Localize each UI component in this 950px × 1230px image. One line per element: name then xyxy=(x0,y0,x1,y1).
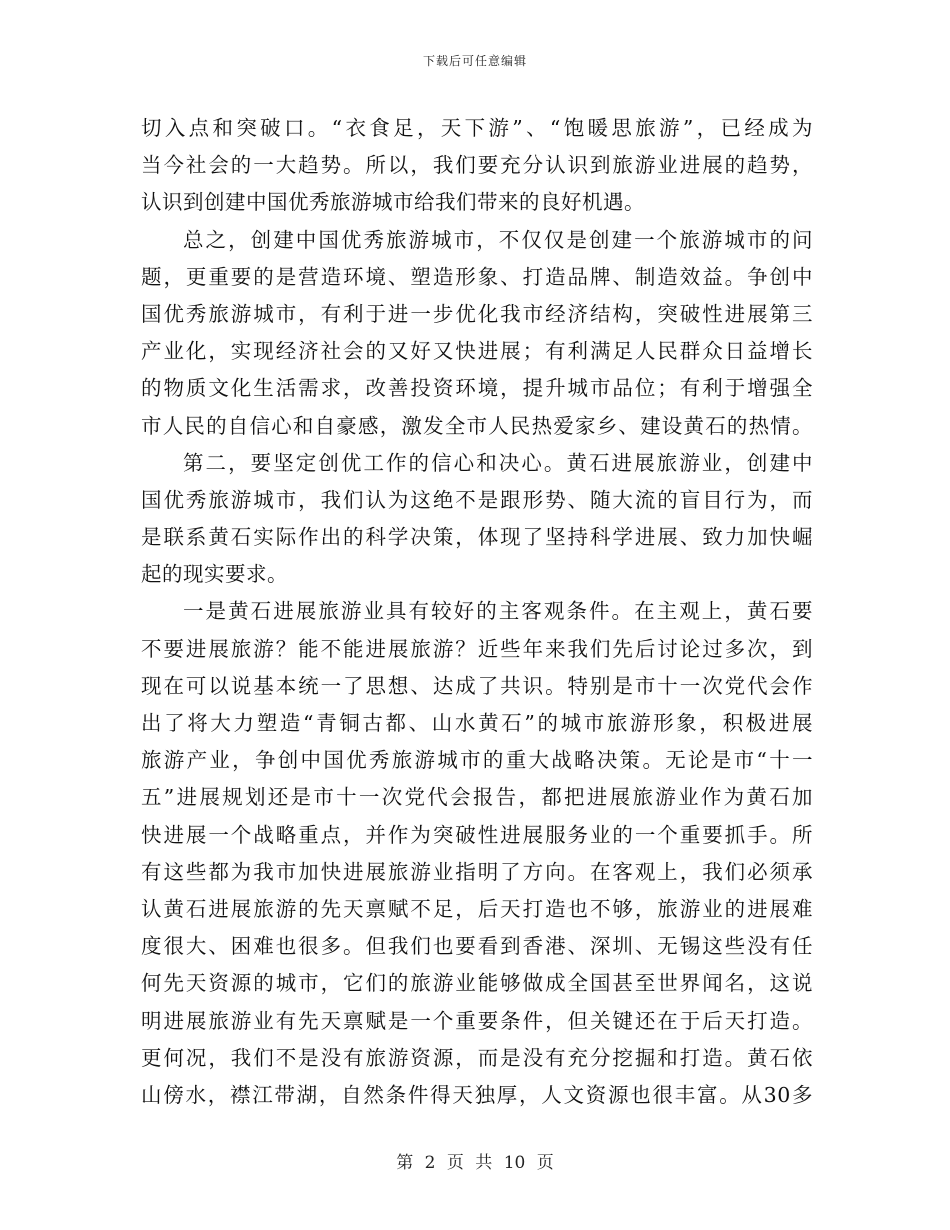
text-line: 五”进展规划还是市十一次党代会报告，都把进展旅游业作为黄石加 xyxy=(141,785,813,810)
text-line: 产业化，实现经济社会的又好又快进展；有利满足人民群众日益增长 xyxy=(141,339,813,364)
text-line: 快进展一个战略重点，并作为突破性进展服务业的一个重要抓手。所 xyxy=(141,822,813,847)
page-header: 下载后可任意编辑 xyxy=(422,54,527,68)
text-line: 一是黄石进展旅游业具有较好的主客观条件。在主观上，黄石要 xyxy=(183,599,813,624)
text-line: 旅游产业，争创中国优秀旅游城市的重大战略决策。无论是市“十一 xyxy=(141,748,813,773)
text-line: 有这些都为我市加快进展旅游业指明了方向。在客观上，我们必须承 xyxy=(141,859,813,884)
text-line: 题，更重要的是营造环境、塑造形象、打造品牌、制造效益。争创中 xyxy=(141,264,813,289)
text-line: 现在可以说基本统一了思想、达成了共识。特别是市十一次党代会作 xyxy=(141,673,813,698)
text-line: 起的现实要求。 xyxy=(141,562,288,587)
text-line: 的物质文化生活需求，改善投资环境，提升城市品位；有利于增强全 xyxy=(141,376,813,401)
text-line: 市人民的自信心和自豪感，激发全市人民热爱家乡、建设黄石的热情。 xyxy=(141,413,813,438)
text-line: 国优秀旅游城市，有利于进一步优化我市经济结构，突破性进展第三 xyxy=(141,301,813,326)
text-line: 切入点和突破口。“衣食足，天下游”、“饱暖思旅游”，已经成为 xyxy=(141,116,813,140)
text-line: 出了将大力塑造“青铜古都、山水黄石”的城市旅游形象，积极进展 xyxy=(141,711,813,735)
page-number-footer: 第 2 页 共 10 页 xyxy=(396,1153,554,1173)
text-line: 国优秀旅游城市，我们认为这绝不是跟形势、随大流的盲目行为，而 xyxy=(141,487,813,512)
text-line: 山傍水，襟江带湖，自然条件得天独厚，人文资源也很丰富。从30多 xyxy=(141,1082,813,1107)
text-line: 不要进展旅游？能不能进展旅游？近些年来我们先后讨论过多次，到 xyxy=(141,636,813,661)
text-line: 明进展旅游业有先天禀赋是一个重要条件，但关键还在于后天打造。 xyxy=(141,1008,813,1033)
text-line: 认黄石进展旅游的先天禀赋不足，后天打造也不够，旅游业的进展难 xyxy=(141,896,813,921)
text-line: 当今社会的一大趋势。所以，我们要充分认识到旅游业进展的趋势， xyxy=(141,153,813,178)
text-line: 第二，要坚定创优工作的信心和决心。黄石进展旅游业，创建中 xyxy=(183,450,813,475)
text-line: 度很大、困难也很多。但我们也要看到香港、深圳、无锡这些没有任 xyxy=(141,934,813,959)
text-line: 何先天资源的城市，它们的旅游业能够做成全国甚至世界闻名，这说 xyxy=(141,971,813,996)
document-body xyxy=(141,110,813,1114)
text-line: 总之，创建中国优秀旅游城市，不仅仅是创建一个旅游城市的问 xyxy=(183,227,813,252)
text-line: 是联系黄石实际作出的科学决策，体现了坚持科学进展、致力加快崛 xyxy=(141,525,813,550)
text-line: 认识到创建中国优秀旅游城市给我们带来的良好机遇。 xyxy=(141,190,645,215)
text-line: 更何况，我们不是没有旅游资源，而是没有充分挖掘和打造。黄石依 xyxy=(141,1045,813,1070)
